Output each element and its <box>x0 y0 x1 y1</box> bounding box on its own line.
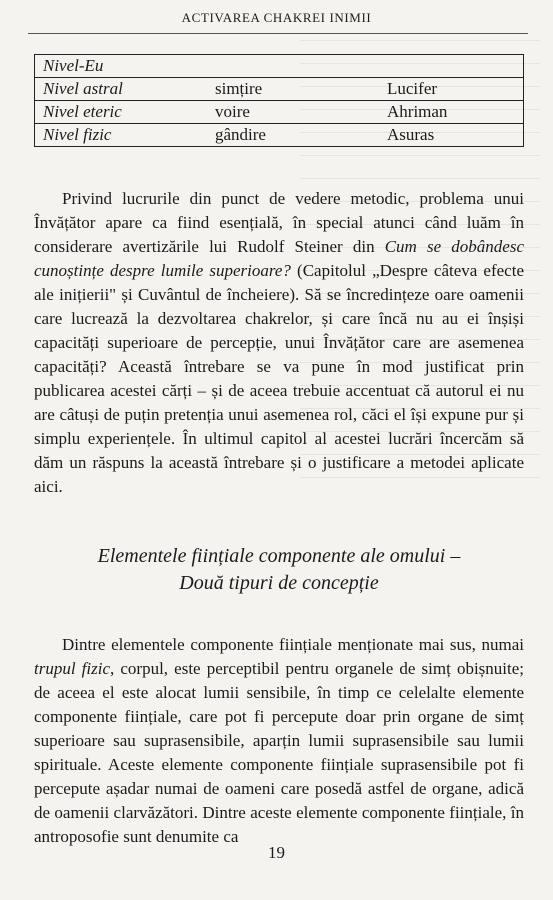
book-title: Cum se dobândesc cunoștințe despre lumile superioare? <box>34 237 524 280</box>
being-cell: Lucifer <box>381 78 524 101</box>
header-rule <box>28 33 528 34</box>
page-number: 19 <box>268 843 285 862</box>
function-cell: gândire <box>209 124 381 147</box>
level-cell: Nivel eteric <box>35 101 210 124</box>
being-cell: Asuras <box>381 124 524 147</box>
heading-line-2: Două tipuri de concepție <box>179 572 379 594</box>
table-row <box>35 124 524 147</box>
running-head: ACTIVAREA CHAKREI INIMII <box>181 10 372 25</box>
level-cell: Nivel astral <box>35 78 210 101</box>
heading-line-1: Elementele ființiale componente ale omului – <box>97 545 461 567</box>
level-cell: Nivel fizic <box>35 124 210 147</box>
paragraph-text: (Capitolul „Despre câteva efecte ale inițierii" și Cuvântul de încheiere). Să se încredințeze oare oamenii care lucrează la dezvoltarea chakrelor, și care încă nu au ei înșiși capacități superioare de percepție, unui Învățător care are asemenea capacități? Această întrebare se va pune în mod justificat prin publicarea acestei cărți – și de aceea trebuie accentuat că autorul ei nu are câtuși de puțin pretenția unui asemenea rol, căci el își expune pur și simplu experiențele. În ultimul capitol al acestei lucrări încercăm să dăm un răspuns la această întrebare și o justificare a metodei aplicate aici. <box>34 261 524 496</box>
italic-term: trupul fizic <box>34 659 111 678</box>
function-cell: simțire <box>209 78 381 101</box>
paragraph-methodic <box>34 187 524 499</box>
paragraph-text: Dintre elementele componente ființiale menționate mai sus, numai <box>62 635 524 654</box>
paragraph-elements <box>34 633 524 849</box>
being-cell <box>381 55 524 78</box>
function-cell: voire <box>209 101 381 124</box>
table-row <box>35 78 524 101</box>
being-cell: Ahriman <box>381 101 524 124</box>
levels-table <box>34 54 524 147</box>
paragraph-text: Privind lucrurile din punct de vedere metodic, problema unui Învățător apare ca fiind esențială, în special atunci când luăm în considerare avertizările lui Rudolf Steiner din <box>34 189 524 256</box>
paragraph-text: , corpul, este perceptibil pentru organele de simț obișnuite; de aceea el este alocat lumii sensibile, în timp ce celelalte elemente componente ființiale, care pot fi percepute doar prin organe de simț superioare sau suprasensibile, aparțin lumii suprasensibile sau lumii spirituale. Aceste elemente componente ființiale suprasensibile pot fi percepute așadar numai de oameni care posedă astfel de organe, adică de oamenii clarvăzători. Dintre aceste elemente componente ființiale, în antroposofie sunt denumite ca <box>34 659 524 846</box>
function-cell <box>209 55 381 78</box>
table-row <box>35 101 524 124</box>
table-row <box>35 55 524 78</box>
level-cell: Nivel-Eu <box>35 55 210 78</box>
section-heading <box>34 543 524 597</box>
